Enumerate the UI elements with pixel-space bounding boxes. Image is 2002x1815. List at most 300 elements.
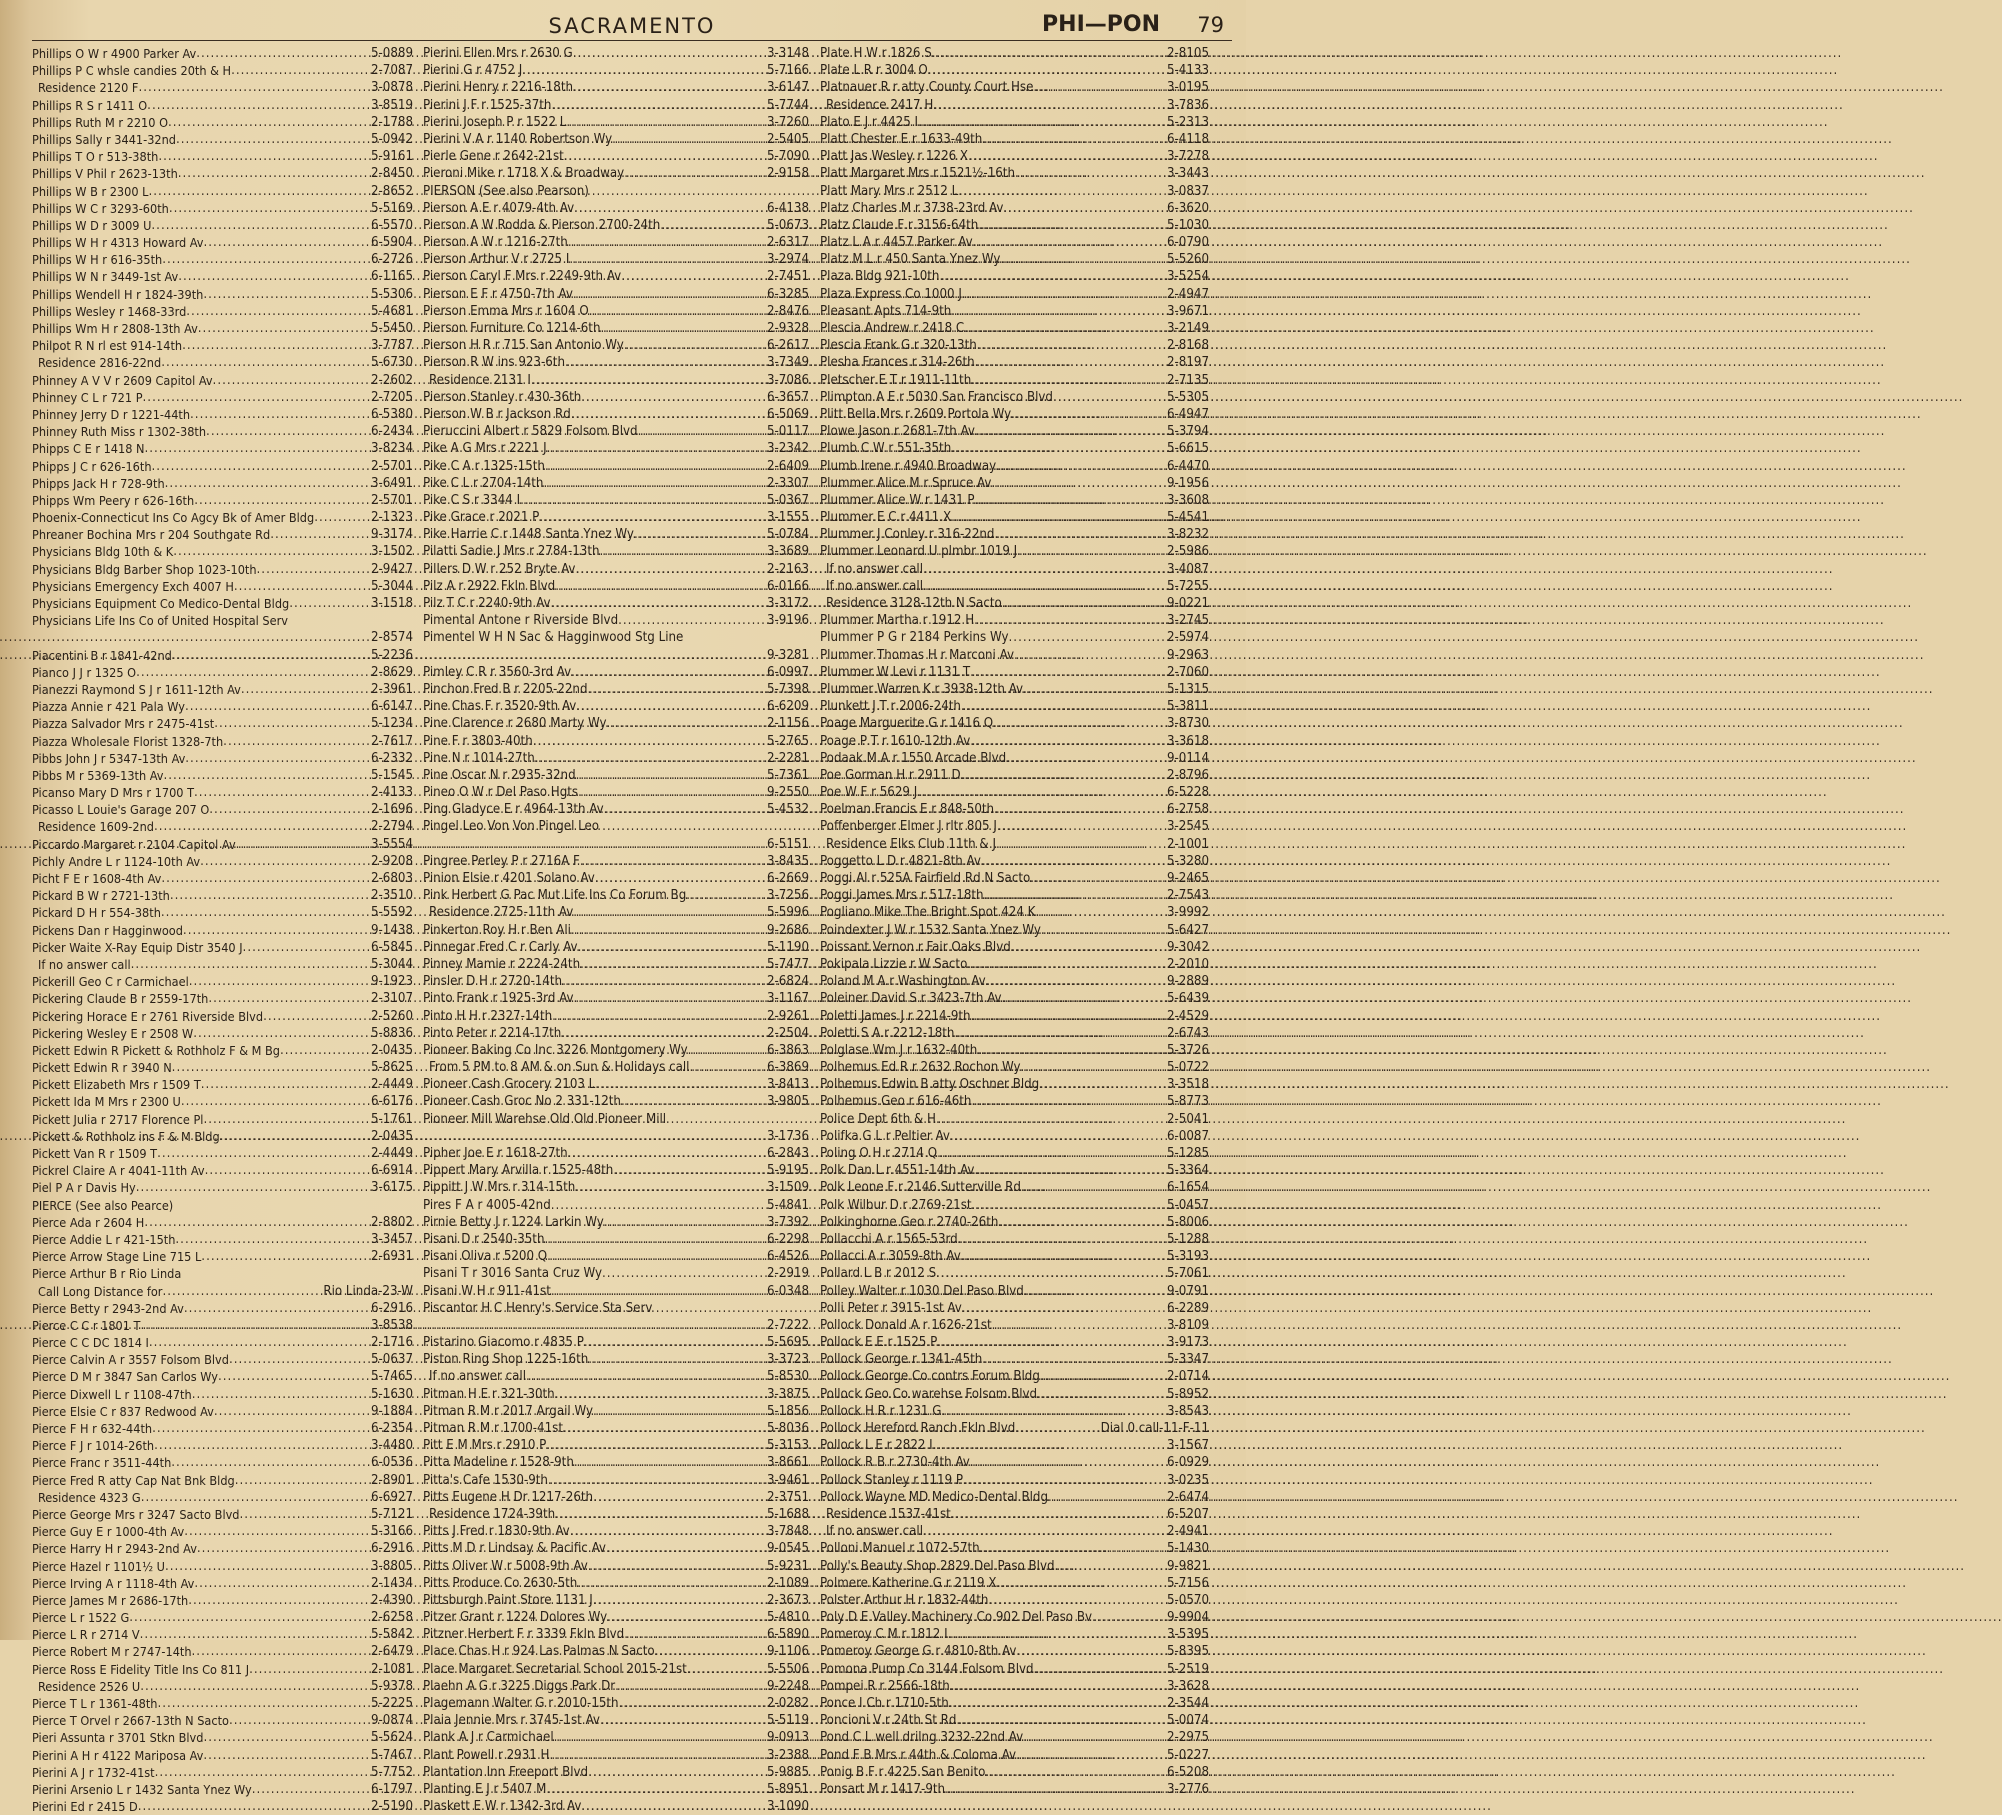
leader-dots [1021,1179,1167,1196]
listing-name: Pond F B Mrs r 44th & Coloma Av [820,1747,1017,1763]
listing-name: Pierce Harry H r 2943-2nd Av [32,1541,197,1557]
listing-name: Pinchon Fred B r 2205-22nd [423,681,588,697]
leader-dots [967,956,1167,973]
phone-number: 3-1567 [1166,1438,1209,1454]
listing-name: Pieroni Mike r 1718 X & Broadway [423,166,625,182]
directory-listing [820,286,1209,303]
directory-listing [820,1558,1209,1575]
listing-name: Pike A G Mrs r 2221 J [423,441,547,457]
leader-dots [252,1781,371,1798]
directory-listing [820,251,1209,268]
listing-name: Pickett Ida M Mrs r 2300 U [32,1094,181,1110]
phone-number: 3-3457 [370,1231,413,1247]
listing-name: Picht F E r 1608-4th Av [32,871,162,886]
directory-listing [820,1661,1209,1678]
listing-name: Pichly Andre L r 1124-10th Av [32,853,201,869]
directory-listing [423,303,809,320]
phone-number: 5-4810 [766,1610,809,1626]
directory-listing [423,1729,809,1746]
listing-name: Pierini A H r 4122 Mariposa Av [32,1747,204,1763]
phone-number: 5-2313 [1166,114,1209,130]
phone-number: Rio Linda-23-W [323,1283,413,1299]
directory-listing [820,406,1209,423]
leader-dots [613,1162,767,1179]
listing-name: Pogliano Mike The Bright Spot 424 K [820,905,1036,921]
phone-number: 5-1630 [370,1386,413,1402]
listing-name: Place Chas H r 924 Las Palmas N Sacto [423,1644,655,1660]
listing-name: Plaehn A G r 3225 Diggs Park Dr [423,1678,616,1694]
phone-number: 2-5974 [1166,630,1209,646]
phone-number: 5-5996 [766,905,809,921]
phone-number: 5-7752 [370,1764,413,1780]
phone-number: 6-6176 [370,1094,413,1110]
listing-name: Residence 2131 I [429,372,531,388]
directory-listing [32,1729,413,1746]
listing-name: Pierson A W r 1216-27th [423,235,568,251]
phone-number: 6-3657 [766,389,809,405]
listing-name: Pierson Caryl F Mrs r 2249-9th Av [423,269,622,285]
column-2 [423,45,809,1815]
leader-dots [615,1678,767,1695]
directory-listing [423,1420,809,1437]
phone-number: 2-1081 [370,1661,413,1677]
phone-number: 2-7222 [766,1317,809,1333]
directory-listing [32,1437,413,1454]
leader-dots [555,1506,767,1523]
listing-name: Plowe Jason r 2681-7th Av [820,424,975,440]
listing-name: Plitt Bella Mrs r 2609 Portola Wy [820,406,1012,422]
leader-dots [573,79,767,96]
directory-listing [820,750,1209,767]
listing-name: Picasso L Louie's Garage 207 O [32,802,210,818]
phone-number: 5-8625 [370,1060,413,1076]
listing-name: Plunkett J T r 2006-24th [820,699,961,715]
listing-name: Picanso Mary D Mrs r 1700 T [32,785,195,801]
listing-name: Pierson W B r Jackson Rd [423,406,571,422]
listing-name: Pollock Donald A r 1626-21st [820,1317,992,1333]
leader-dots [243,939,371,956]
listing-name: Pine F r 3803-40th [423,733,533,749]
directory-listing [820,1540,1209,1557]
phone-number: 5-7255 [1166,578,1209,594]
listing-name: Phoenix-Connecticut Ins Co Agcy Bk of Amer Bldg [32,510,315,526]
listing-name: Physicians Bldg 10th & K [32,544,174,560]
phone-number: 2-6743 [1166,1025,1209,1041]
listing-name: Plaia Jennie Mrs r 3745-1st Av [423,1713,600,1729]
phone-number: 3-7086 [766,372,809,388]
directory-listing [820,1575,1209,1592]
directory-listing [820,1747,1209,1764]
listing-name: Pisani Oliva r 5200 Q [423,1249,548,1265]
phone-number: 3-2776 [1166,1781,1209,1797]
leader-dots [970,664,1167,681]
leader-dots [0,647,767,664]
directory-listing [32,715,413,732]
phone-number: 3-1167 [766,991,809,1007]
directory-listing [820,1042,1209,1059]
leader-dots [968,148,1167,165]
listing-name: Pitts M D r Lindsay & Pacific Av [423,1541,606,1557]
directory-listing [32,492,413,509]
directory-listing [32,458,413,475]
directory-listing [32,973,413,990]
listing-name: Pirnie Betty J r 1224 Larkin Wy [423,1214,604,1230]
phone-number: 2-8901 [370,1472,413,1488]
phone-number: 3-6175 [370,1180,413,1196]
leader-dots [687,1661,767,1678]
listing-name: Poggetto L D r 4821-8th Av [820,853,981,869]
directory-listing [32,1351,413,1368]
leader-dots [158,148,371,165]
leader-dots [1092,1609,1167,1626]
directory-listing [32,1712,413,1729]
directory-listing [32,1558,413,1575]
listing-name: Piazza Wholesale Florist 1328-7th [32,733,224,749]
leader-dots [181,1093,371,1110]
listing-name: Pieri Assunta r 3701 Stkn Blvd [32,1730,204,1746]
directory-listing [423,990,809,1007]
leader-dots [550,595,766,612]
phone-number: 3-0837 [1166,183,1209,199]
directory-listing [32,1008,413,1025]
directory-listing [820,784,1209,801]
directory-listing [820,818,1209,835]
directory-listing [32,1626,413,1643]
listing-name: Phillips V Phil r 2623-13th [32,166,178,182]
leader-dots [1014,647,1167,664]
leader-dots [185,750,371,767]
leader-dots [129,1609,371,1626]
leader-dots [634,526,767,543]
leader-dots [241,681,371,698]
leader-dots [1011,939,1167,956]
phone-number: 2-8652 [370,183,413,199]
directory-listing [423,853,809,870]
directory-listing [423,337,809,354]
listing-name: Pickerill Geo C r Carmichael [32,974,189,990]
listing-name: Pierini V A r 1140 Robertson Wy [423,131,613,147]
directory-listing [423,372,809,389]
listing-name: Pierson R W ins 923-6th [423,355,565,371]
directory-listing [32,1403,413,1420]
leader-dots [1015,165,1167,182]
leader-dots [193,1025,371,1042]
listing-name: Residence 2417 H [826,97,934,113]
listing-name: Pingel Leo Von Von Pingel Leo [423,819,600,835]
phone-number: 5-3044 [370,956,413,972]
directory-listing [820,1059,1209,1076]
listing-name: Pierini Ellen Mrs r 2630 G [423,46,573,61]
phone-number: 5-1688 [766,1506,809,1522]
listing-name: Pisani D r 2540-35th [423,1231,545,1247]
directory-listing [423,1300,809,1317]
leader-dots [551,97,767,114]
phone-number: 5-7166 [766,63,809,79]
listing-name: Poelman Francis E r 848-50th [820,802,995,818]
phone-number: 5-8395 [1166,1644,1209,1660]
directory-listing [423,578,809,595]
directory-listing [820,148,1209,165]
listing-name: Ping Gladyce E r 4964-13th Av [423,802,604,818]
leader-dots [189,973,371,990]
phone-number: 3-3628 [1166,1678,1209,1694]
phone-number: 6-2617 [766,338,809,354]
phone-number: 5-3811 [1166,699,1209,715]
leader-dots [575,561,767,578]
listing-name: Pierce D M r 3847 San Carlos Wy [32,1369,218,1385]
leader-dots [203,1111,371,1128]
phone-number: 6-5904 [370,235,413,251]
directory-listing [423,1179,809,1196]
phone-number: 3-5254 [1166,269,1209,285]
leader-dots [570,1523,767,1540]
listing-name: Pierson E F r 4750-7th Av [423,286,573,302]
phone-number: 9-0545 [766,1541,809,1557]
listing-name: Pollock L E r 2822 I [820,1438,933,1454]
phone-number: 3-9173 [1166,1335,1209,1351]
phone-number: 2-7205 [370,389,413,405]
phone-number: 3-7836 [1166,97,1209,113]
listing-name: Plummer Martha r 1912 H [820,613,975,629]
listing-name: Poe Gorman H r 2911 D [820,767,961,783]
listing-name: Platz M L r 450 Santa Ynez Wy [820,252,1001,268]
leader-dots [962,286,1167,303]
leader-dots [1006,750,1167,767]
listing-name: Residence 3128-12th N Sacto [826,596,1002,611]
directory-listing [32,286,413,303]
leader-dots [951,509,1167,526]
leader-dots [961,767,1167,784]
listing-name: Plummer P G r 2184 Perkins Wy [820,630,1009,646]
phone-number: 6-1165 [370,269,413,285]
phone-number: 6-3620 [1166,200,1209,216]
leader-dots [982,131,1167,148]
leader-dots [621,268,767,285]
phone-number: 5-5592 [370,905,413,921]
leader-dots [951,1506,1167,1523]
leader-dots [971,1008,1167,1025]
listing-name: Pierce Arthur B r Rio Linda [32,1266,182,1282]
leader-dots [188,1592,371,1609]
leader-dots [997,818,1167,835]
listing-name: Pickett & Rothholz ins F & M Bldg [32,1128,220,1144]
directory-listing [32,354,413,371]
listing-name: Phillips Wendell H r 1824-39th [32,286,204,302]
phone-number: 6-2843 [766,1146,809,1161]
leader-dots [574,1454,767,1471]
listing-name: Pickett Elizabeth Mrs r 1509 T [32,1077,201,1093]
directory-listing [32,1179,413,1196]
directory-listing [32,97,413,114]
listing-name: Plescia Frank G r 320-13th [820,338,977,354]
listing-name: Piacentini B r 1841-42nd [32,647,172,663]
listing-name: Phillips R S r 1411 O [32,97,148,113]
directory-listing [423,1265,809,1282]
phone-number: 3-9992 [1166,905,1209,921]
phone-number: 3-3689 [766,544,809,560]
phone-number: 3-8538 [370,1317,413,1333]
directory-listing [423,870,809,887]
directory-listing [32,1678,413,1695]
listing-name: Plesha Frances r 314-26th [820,355,975,371]
phone-number: 5-1856 [766,1403,809,1419]
leader-dots [621,1093,767,1110]
phone-number: 5-1761 [370,1111,413,1127]
listing-name: Ponig B F r 4225 San Benito [820,1764,986,1780]
directory-listing [423,1042,809,1059]
leader-dots [958,183,1167,200]
phone-number: 5-9161 [370,149,413,165]
directory-listing [820,1179,1209,1196]
listing-name: Poissant Vernon r Fair Oaks Blvd [820,939,1011,955]
phone-number: 5-5119 [766,1713,809,1729]
directory-listing [820,114,1209,131]
phone-number: 2-2281 [766,750,809,766]
phone-number: 2-8796 [1166,767,1209,783]
leader-dots [201,1248,371,1265]
directory-listing [32,1540,413,1557]
leader-dots [994,801,1167,818]
directory-listing [423,698,809,715]
leader-dots [555,1386,767,1403]
leader-dots [971,1093,1167,1110]
leader-dots [178,165,371,182]
listing-name: Place Margaret Secretarial School 2015-21st [423,1661,687,1677]
phone-number: 2-3751 [766,1489,809,1505]
directory-listing [32,1609,413,1626]
phone-number: 5-7398 [766,681,809,697]
phone-number: 5-7121 [370,1506,413,1522]
phone-number: 2-8574 [370,630,413,646]
directory-listing [32,784,413,801]
listing-name: Physicians Emergency Exch 4007 H [32,578,234,594]
directory-listing [32,440,413,457]
leader-dots [547,440,767,457]
directory-listing [423,595,809,612]
leader-dots [131,956,371,973]
directory-listing [423,1454,809,1471]
leader-dots [569,251,767,268]
phone-number: 3-8232 [1166,527,1209,543]
listing-name: Pink Herbert G Pac Mut Life Ins Co Forum Bg [423,888,687,904]
listing-name: Poffenberger Elmer J rltr 805 J [820,819,997,835]
listing-name: Physicians Bldg Barber Shop 1023-10th [32,561,257,577]
phone-number: 2-1001 [1166,836,1209,852]
directory-listing [32,956,413,973]
leader-dots [918,114,1167,131]
phone-number: 2-0435 [370,1042,413,1058]
directory-listing [820,1609,1209,1626]
listing-name: Pike C A r 1325-15th [423,458,545,474]
listing-name: Pierce Franc r 3511-44th [32,1455,172,1471]
leader-dots [980,1540,1167,1557]
directory-listing [820,1214,1209,1231]
leader-dots [961,1248,1167,1265]
directory-listing [423,561,809,578]
directory-listing [423,526,809,543]
directory-listing [820,612,1209,629]
listing-name: Pierson Arthur V r 2725 I [423,252,570,268]
directory-listing [423,1008,809,1025]
leader-dots [573,45,767,62]
directory-listing [32,1334,413,1351]
phone-number: 6-5208 [1166,1764,1209,1780]
phone-number: 3-1736 [766,1128,809,1144]
directory-listing [32,543,413,560]
phone-number: 3-3608 [1166,492,1209,508]
directory-listing [32,389,413,406]
directory-listing [32,131,413,148]
directory-listing [820,904,1209,921]
leader-dots [172,1059,371,1076]
phone-number: 9-3042 [1166,939,1209,955]
leader-dots [607,715,767,732]
directory-listing [423,1764,809,1781]
listing-name: Plate H W r 1826 S [820,46,932,61]
phone-number: 6-6914 [370,1163,413,1179]
directory-listing [820,509,1209,526]
listing-name: Pisani T r 3016 Santa Cruz Wy [423,1266,603,1282]
phone-number: 2-5405 [766,131,809,147]
phone-number: 6-3863 [766,1042,809,1058]
phone-number: 3-2149 [1166,321,1209,336]
directory-listing [32,801,413,818]
listing-name: Pierce Ross E Fidelity Title Ins Co 811 J [32,1661,250,1677]
phone-number: 3-2545 [1166,819,1209,835]
leader-dots [1035,904,1167,921]
listing-name: Phillips W H r 4313 Howard Av [32,235,204,251]
directory-listing [423,784,809,801]
directory-listing [423,818,809,835]
leader-dots [970,733,1167,750]
listing-name: Physicians Equipment Co Medico-Dental Bldg [32,596,290,611]
listing-name: Pinsler D H r 2720-14th [423,974,563,990]
directory-listing [32,939,413,956]
phone-number: 5-5169 [370,200,413,216]
leader-dots [600,543,767,560]
directory-listing [820,973,1209,990]
listing-name: Pierce Dixwell L r 1108-47th [32,1386,192,1402]
listing-name: Plantation Inn Freeport Blvd [423,1764,589,1780]
leader-dots [173,543,371,560]
directory-listing [423,1386,809,1403]
leader-dots [574,200,767,217]
leader-dots [1017,543,1167,560]
leader-dots [136,1179,371,1196]
leader-dots [961,698,1167,715]
directory-listing [820,1420,1209,1437]
leader-dots [588,1764,767,1781]
listing-name: Pitman H E r 321-30th [423,1386,555,1402]
directory-listing [820,1781,1209,1798]
listing-name: Polk Wilbur D r 2769-21st [820,1197,972,1213]
phone-number: 3-4087 [1166,561,1209,577]
listing-name: Pickard D H r 554-38th [32,905,161,921]
phone-number: 5-8836 [370,1025,413,1041]
listing-name: Pinto Peter r 2214-17th [423,1025,562,1041]
phone-number: 3-7787 [370,338,413,354]
phone-number: 5-3726 [1166,1042,1209,1058]
phone-number: 6-0997 [766,664,809,680]
directory-listing [820,1248,1209,1265]
phone-number: 2-8450 [370,166,413,182]
directory-listing [423,423,809,440]
listing-name: If no answer call [826,578,923,594]
leader-dots [194,1575,371,1592]
leader-dots [607,1609,767,1626]
directory-listing [32,904,413,921]
phone-number: 2-5190 [370,1799,413,1815]
